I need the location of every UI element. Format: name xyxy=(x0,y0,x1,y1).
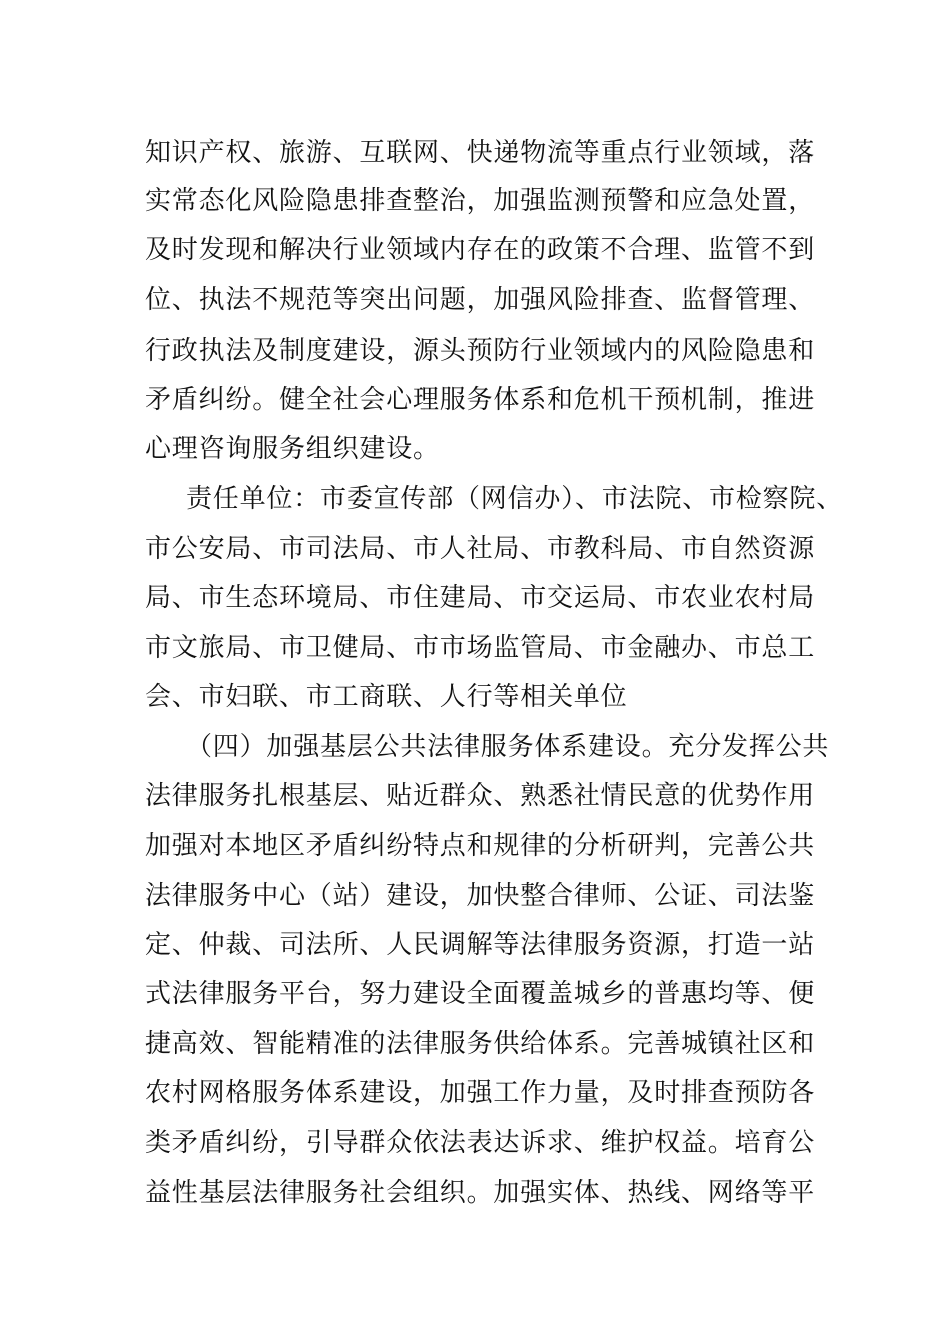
responsibility-heading-line: 责任单位：市委宣传部（网信办）、市法院、市检察院、 xyxy=(186,484,844,514)
text-line: 会、市妇联、市工商联、人行等相关单位 xyxy=(145,682,628,712)
text-line: 益性基层法律服务社会组织。加强实体、热线、网络等平 xyxy=(145,1178,816,1208)
text-line: 捷高效、智能精准的法律服务供给体系。完善城镇社区和 xyxy=(145,1029,816,1059)
text-line: 及时发现和解决行业领域内存在的政策不合理、监管不到 xyxy=(145,235,816,265)
text-line: 市文旅局、市卫健局、市市场监管局、市金融办、市总工 xyxy=(145,633,816,663)
text-line: 法律服务扎根基层、贴近群众、熟悉社情民意的优势作用 xyxy=(145,781,816,811)
text-line: 位、执法不规范等突出问题，加强风险排查、监督管理、 xyxy=(145,285,816,315)
text-line: 矛盾纠纷。健全社会心理服务体系和危机干预机制，推进 xyxy=(145,385,816,415)
text-line: 定、仲裁、司法所、人民调解等法律服务资源，打造一站 xyxy=(145,930,816,960)
text-line: 局、市生态环境局、市住建局、市交运局、市农业农村局 xyxy=(145,583,816,613)
text-line: 知识产权、旅游、互联网、快递物流等重点行业领域，落 xyxy=(145,138,816,168)
section-heading-line: （四）加强基层公共法律服务体系建设。充分发挥公共 xyxy=(186,732,830,762)
text-line: 农村网格服务体系建设，加强工作力量，及时排查预防各 xyxy=(145,1078,816,1108)
text-line: 法律服务中心（站）建设，加快整合律师、公证、司法鉴 xyxy=(145,881,816,911)
text-line: 行政执法及制度建设，源头预防行业领域内的风险隐患和 xyxy=(145,336,816,366)
text-line: 心理咨询服务组织建设。 xyxy=(145,434,440,464)
text-line: 式法律服务平台，努力建设全面覆盖城乡的普惠均等、便 xyxy=(145,979,816,1009)
text-line: 类矛盾纠纷，引导群众依法表达诉求、维护权益。培育公 xyxy=(145,1128,816,1158)
text-line: 市公安局、市司法局、市人社局、市教科局、市自然资源 xyxy=(145,534,816,564)
text-line: 实常态化风险隐患排查整治，加强监测预警和应急处置， xyxy=(145,186,816,216)
text-line: 加强对本地区矛盾纠纷特点和规律的分析研判，完善公共 xyxy=(145,831,816,861)
